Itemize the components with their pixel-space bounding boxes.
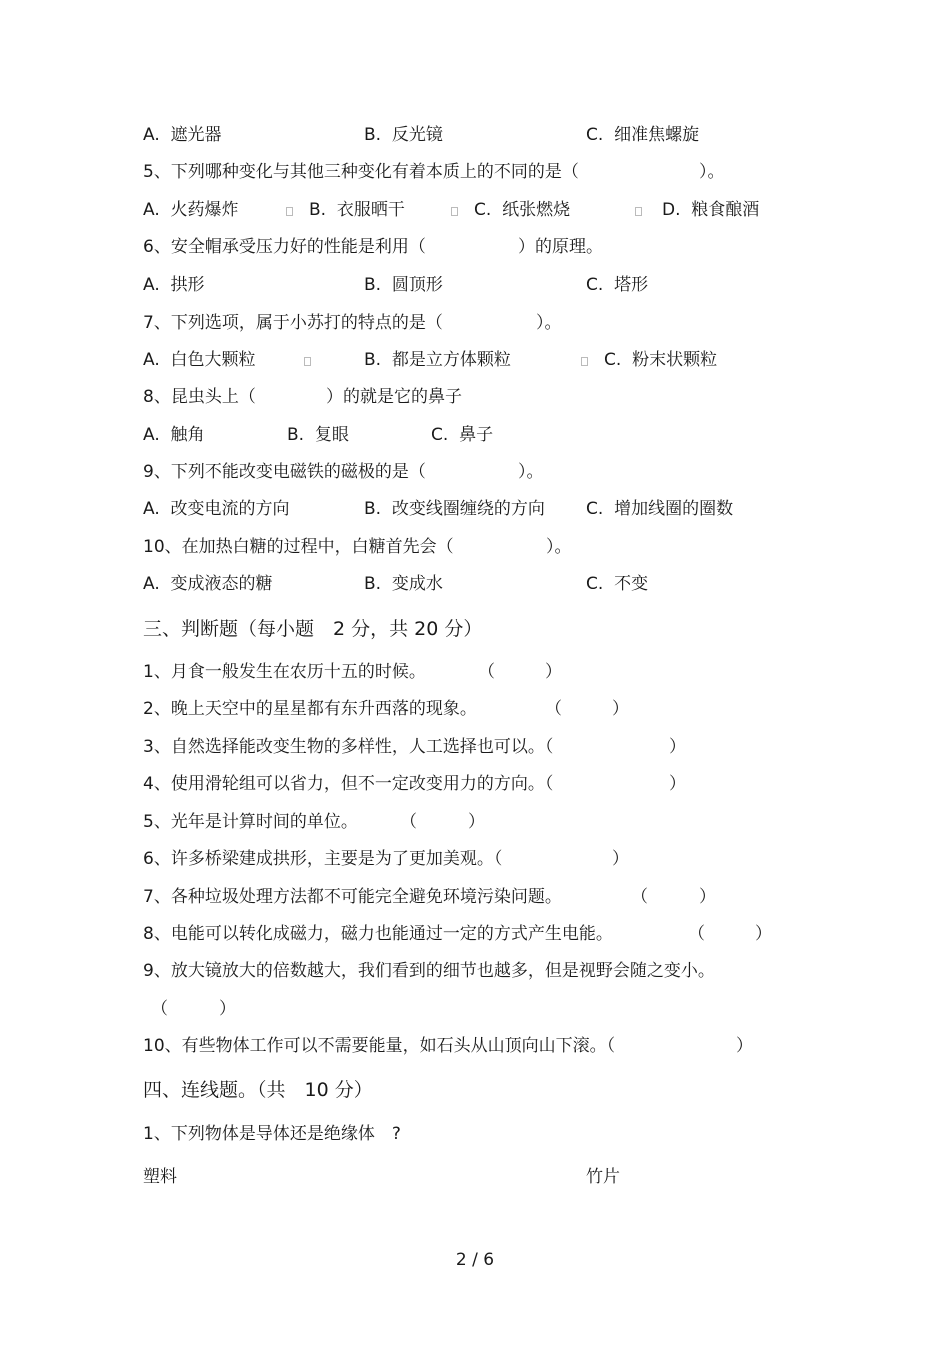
q5-stem: 5、下列哪种变化与其他三种变化有着本质上的不同的是（: [143, 162, 579, 182]
q5-option-d: D. 粮食酿酒: [662, 200, 760, 220]
q9-option-b: B. 改变线圈缠绕的方向: [364, 499, 545, 519]
small-box-mark: [286, 207, 293, 216]
q4-option-c: C. 细准焦螺旋: [586, 125, 700, 145]
match-items: [143, 1165, 620, 1237]
q7-option-a: A. 白色大颗粒: [143, 350, 256, 370]
q6-option-b: B. 圆顶形: [364, 275, 443, 295]
q5-option-b: B. 衣服晒干: [309, 200, 405, 220]
q9-close: ）。: [518, 462, 544, 482]
judge-item: 1、月食一般发生在农历十五的时候。 （ ）: [143, 662, 562, 682]
match-question: 1、下列物体是导体还是绝缘体 ?: [143, 1124, 401, 1144]
q8-option-c: C. 鼻子: [431, 425, 494, 445]
q8-close: ）的就是它的鼻子: [326, 387, 462, 407]
q4-option-a: A. 遮光器: [143, 125, 222, 145]
q8-stem: 8、昆虫头上（: [143, 387, 256, 407]
q10-option-a: A. 变成液态的糖: [143, 574, 273, 594]
q5-option-a: A. 火药爆炸: [143, 200, 239, 220]
page-number: 2 / 6: [455, 1250, 495, 1270]
q9-option-a: A. 改变电流的方向: [143, 499, 290, 519]
small-box-mark: [451, 207, 458, 216]
judge-item: 7、各种垃圾处理方法都不可能完全避免环境污染问题。 （ ）: [143, 887, 716, 907]
judge-item: 10、有些物体工作可以不需要能量，如石头从山顶向山下滚。（ ）: [143, 1036, 753, 1056]
judge-item: 8、电能可以转化成磁力，磁力也能通过一定的方式产生电能。 （ ）: [143, 924, 772, 944]
small-box-mark: [304, 357, 311, 366]
q10-option-b: B. 变成水: [364, 574, 443, 594]
small-box-mark: [581, 357, 588, 366]
q10-close: ）。: [546, 537, 572, 557]
judge-item: 2、晚上天空中的星星都有东升西落的现象。 （ ）: [143, 699, 629, 719]
judge-item: 9、放大镜放大的倍数越大，我们看到的细节也越多，但是视野会随之变小。: [143, 961, 715, 981]
q7-stem: 7、下列选项，属于小苏打的特点的是（: [143, 313, 443, 333]
q10-stem: 10、在加热白糖的过程中，白糖首先会（: [143, 537, 454, 557]
q9-stem: 9、下列不能改变电磁铁的磁极的是（: [143, 462, 426, 482]
q10-option-c: C. 不变: [586, 574, 649, 594]
judge-item: 5、光年是计算时间的单位。 （ ）: [143, 812, 485, 832]
match-heading: 四、连线题。（共 10 分）: [143, 1079, 373, 1101]
q5-close: ）。: [699, 162, 725, 182]
match-right-item: 竹片: [586, 1167, 620, 1187]
judge-item: 4、使用滑轮组可以省力，但不一定改变用力的方向。（ ）: [143, 774, 686, 794]
q8-option-b: B. 复眼: [287, 425, 349, 445]
judge-item: 3、自然选择能改变生物的多样性，人工选择也可以。（ ）: [143, 737, 686, 757]
q4-option-b: B. 反光镜: [364, 125, 443, 145]
q6-stem: 6、安全帽承受压力好的性能是利用（: [143, 237, 426, 257]
q9-option-c: C. 增加线圈的圈数: [586, 499, 734, 519]
q6-option-a: A. 拱形: [143, 275, 205, 295]
judge-item: 6、许多桥梁建成拱形，主要是为了更加美观。（ ）: [143, 849, 629, 869]
q6-close: ）的原理。: [518, 237, 603, 257]
q7-option-c: C. 粉末状颗粒: [604, 350, 718, 370]
small-box-mark: [635, 207, 642, 216]
match-left-item: 塑料: [143, 1167, 177, 1187]
q7-close: ）。: [536, 313, 562, 333]
q5-option-c: C. 纸张燃烧: [474, 200, 571, 220]
q7-option-b: B. 都是立方体颗粒: [364, 350, 511, 370]
q8-option-a: A. 触角: [143, 425, 205, 445]
judge-item: （ ）: [151, 999, 236, 1019]
q6-option-c: C. 塔形: [586, 275, 649, 295]
judge-heading: 三、判断题（每小题 2 分，共 20 分）: [143, 618, 483, 640]
